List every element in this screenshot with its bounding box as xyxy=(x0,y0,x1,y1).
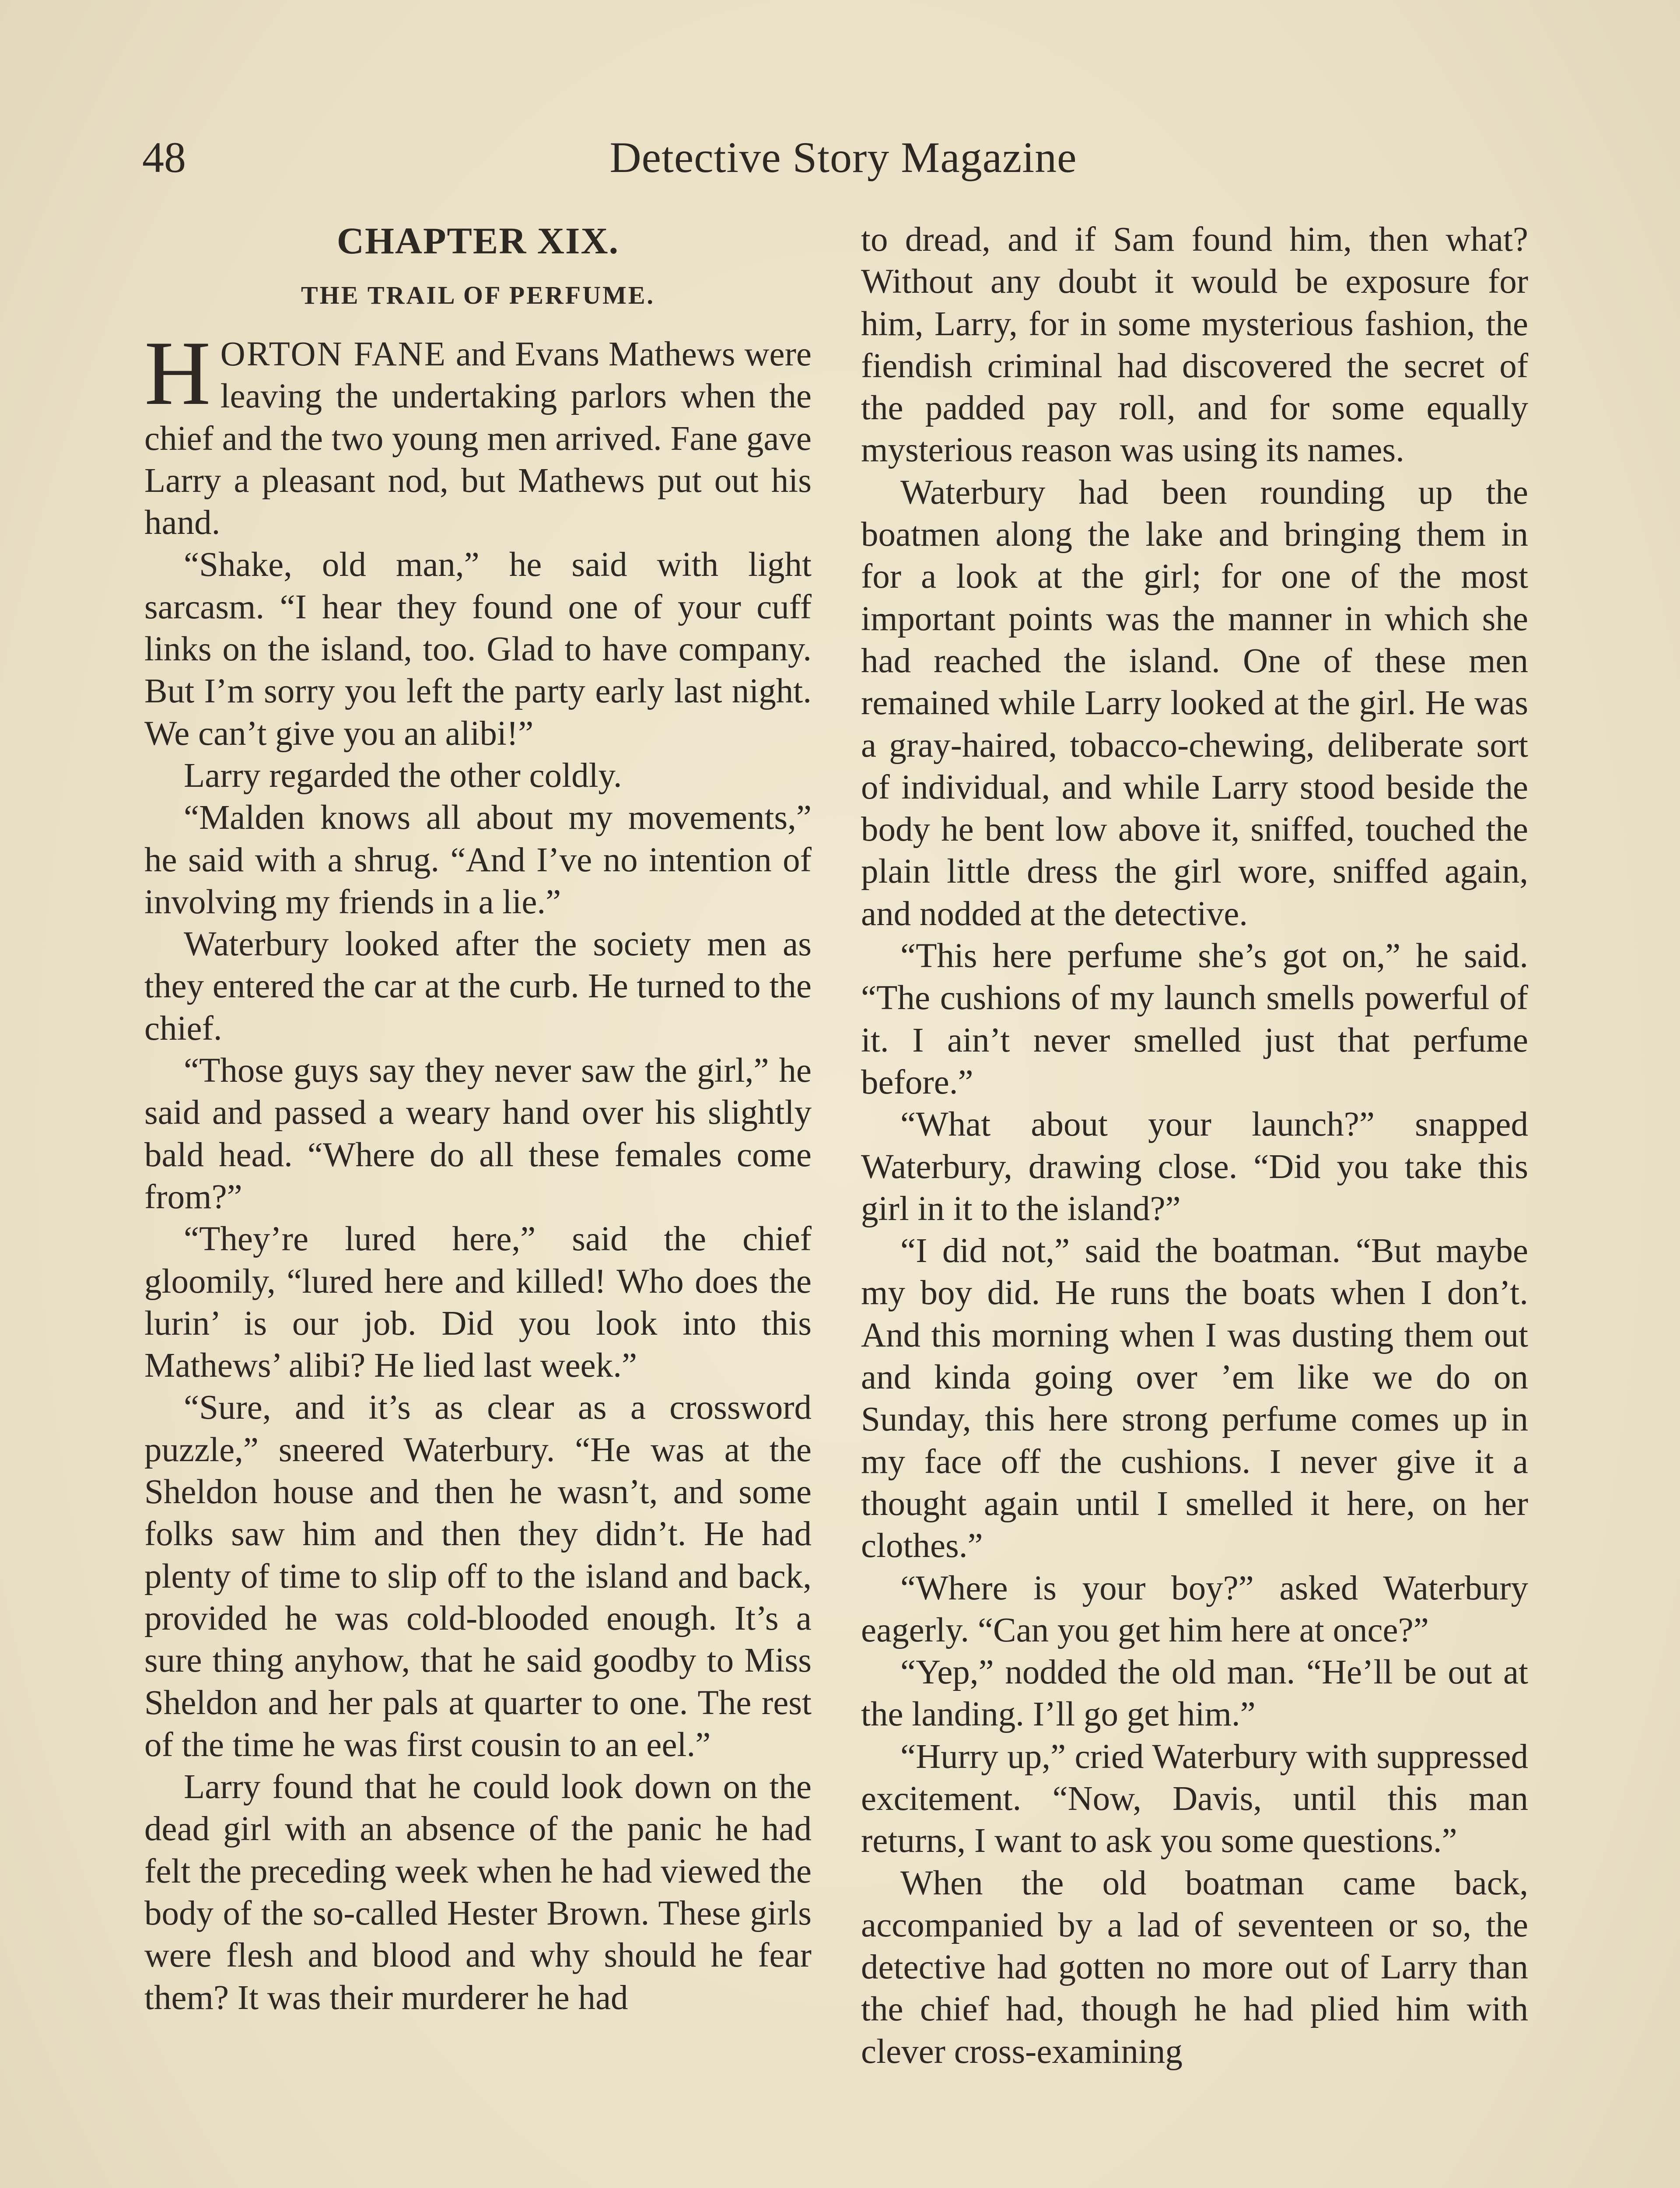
paragraph: When the old boatman came back, accompanied by a lad of seventeen or so, the detective had gotten no more out of Larry than the chief had, though he had plied him with clever cross-examining xyxy=(861,1864,1528,2071)
right-column xyxy=(861,219,1528,2073)
paragraph: Waterbury looked after the society men as they entered the car at the curb. He turned to the chief. xyxy=(144,925,812,1048)
paragraph: “Hurry up,” cried Waterbury with suppressed excitement. “Now, Davis, until this man returns, I want to ask you some questions.” xyxy=(861,1737,1528,1860)
page-number: 48 xyxy=(142,133,186,182)
chapter-heading: CHAPTER XIX. xyxy=(336,220,620,262)
paragraph-text: and Evans Mathews were leaving the undertaking parlors when the chief and the two young men arrived. Fane gave Larry a pleasant nod, but Mathews put out his hand. xyxy=(144,335,812,542)
paragraph xyxy=(144,323,812,544)
paragraph: “Those guys say they never saw the girl,” he said and passed a weary hand over his slightly bald head. “Where do all these females come from?” xyxy=(144,1052,812,1216)
paragraph: “They’re lured here,” said the chief gloomily, “lured here and killed! Who does the lurin’ is our job. Did you look into this Mathews’ alibi? He lied last week.” xyxy=(144,1220,812,1385)
drop-cap: H xyxy=(144,323,211,424)
magazine-title: Detective Story Magazine xyxy=(609,133,1077,182)
paragraph: to dread, and if Sam found him, then what? Without any doubt it would be exposure for him, Larry, for in some mysterious fashion, the fiendish criminal had discovered the secret of the padded pay roll, and for some equally mysterious reason was using its names. xyxy=(861,221,1528,470)
paragraph: “Yep,” nodded the old man. “He’ll be out at the landing. I’ll go get him.” xyxy=(861,1653,1528,1734)
paragraph: Larry regarded the other coldly. xyxy=(184,756,622,795)
running-head xyxy=(142,131,1544,184)
paragraph: “Malden knows all about my movements,” he said with a shrug. “And I’ve no intention of involving my friends in a lie.” xyxy=(144,799,812,921)
paragraph: “Sure, and it’s as clear as a crossword puzzle,” sneered Waterbury. “He was at the Sheldon house and then he wasn’t, and some folks saw him and then they didn’t. He had plenty of time to slip off to the island and back, provided he was cold-blooded enough. It’s a sure thing anyhow, that he said goodby to Miss Sheldon and her pals at quarter to one. The rest of the time he was first cousin to an eel.” xyxy=(144,1389,812,1764)
opening-caps: ORTON FANE xyxy=(220,335,447,373)
left-column xyxy=(144,219,812,2019)
paragraph: “This here perfume she’s got on,” he said. “The cushions of my launch smells powerful of it. I ain’t never smelled just that perfume before.” xyxy=(861,937,1528,1101)
paragraph: Waterbury had been rounding up the boatmen along the lake and bringing them in for a look at the girl; for one of the most important points was the manner in which she had reached the island. One of these men remained while Larry looked at the girl. He was a gray-haired, tobacco-chewing, deliberate sort of individual, and while Larry stood beside the body he bent low above it, sniffed, touched the plain little dress the girl wore, sniffed again, and nodded at the detective. xyxy=(861,473,1528,933)
paragraph: “Shake, old man,” he said with light sarcasm. “I hear they found one of your cuff links on the island, too. Glad to have company. But I’m sorry you left the party early last night. We can’t give you an alibi!” xyxy=(144,546,812,753)
paragraph: Larry found that he could look down on the dead girl with an absence of the panic he had felt the preceding week when he had viewed the body of the so-called Hester Brown. These girls were flesh and blood and why should he fear them? It was their murderer he had xyxy=(144,1768,812,2017)
paragraph: “Where is your boy?” asked Waterbury eagerly. “Can you get him here at once?” xyxy=(861,1569,1528,1649)
chapter-subtitle: THE TRAIL OF PERFUME. xyxy=(301,281,655,309)
paragraph: “What about your launch?” snapped Waterbury, drawing close. “Did you take this girl in it to the island?” xyxy=(861,1105,1528,1228)
paragraph: “I did not,” said the boatman. “But maybe my boy did. He runs the boats when I don’t. And this morning when I was dusting them out and kinda going over ’em like we do on Sunday, this here strong perfume comes up in my face off the cushions. I never give it a thought again until I smelled it here, on her clothes.” xyxy=(861,1232,1528,1565)
